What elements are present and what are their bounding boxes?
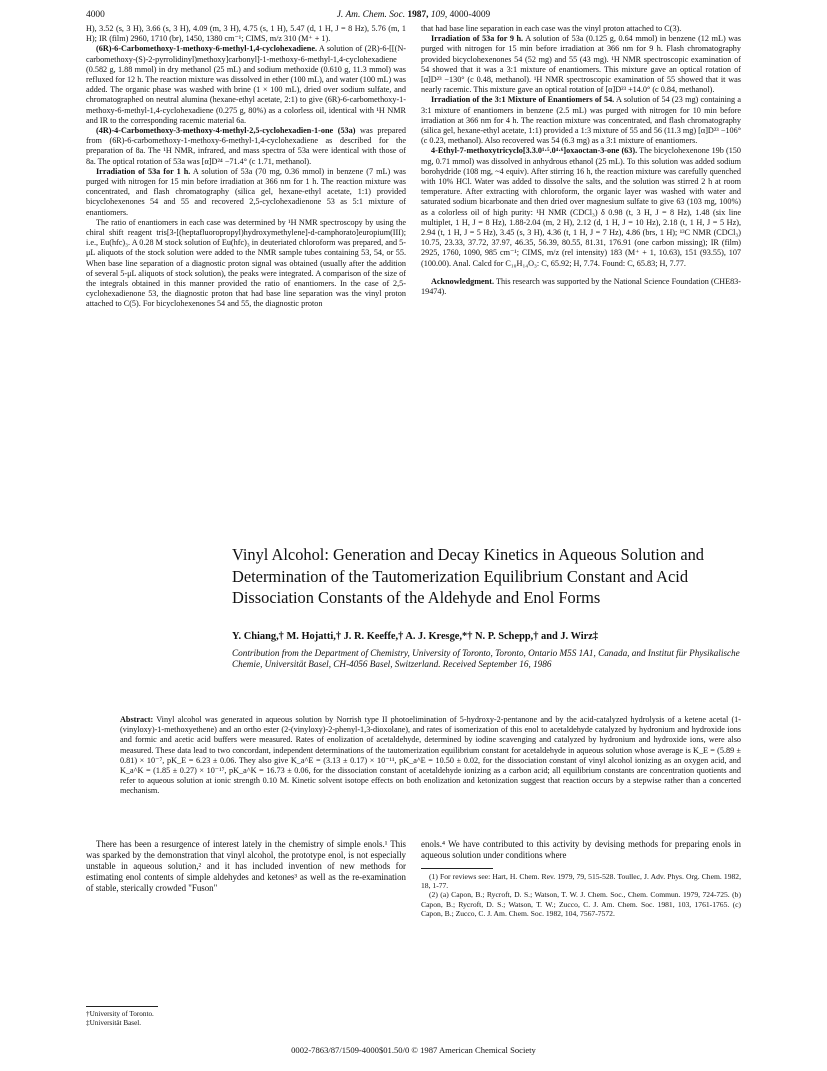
acknowledgment-body: This research was supported by the National Science Foundation (CHE83-19474). xyxy=(421,276,741,297)
footnote: ‡Universität Basel. xyxy=(86,1018,142,1027)
article-title: Vinyl Alcohol: Generation and Decay Kinetics in Aqueous Solution and Determination of the Tautomerization Equilibrium Constant and Acid Dissociation Constants of the Aldehyde and Enol Forms xyxy=(232,545,704,607)
references-rule xyxy=(421,868,493,869)
paragraph-lead: (6R)-6-Carbomethoxy-1-methoxy-6-methyl-1,4-cyclohexadiene. xyxy=(96,44,318,54)
journal-volume: 109, xyxy=(430,10,448,20)
paragraph-body: The bicyclohexenone 19b (150 mg, 0.71 mmol) was dissolved in anhydrous ethanol (25 mL). To this solution was added sodium borohydride (108 mg, ~4 equiv). After stirring 16 h, the reaction mixture was carefully quenched with 10% HCl. Water was added to dissolve the salts, and the solution was stirred 2 h at room temperature. After extracting with chloroform, the organic layer was washed with water and saturated sodium bicarbonate and then dried over magnesium sulfate to give 63 (103 mg, 100%) as a colorless oil of high purity: ¹H NMR (CDCl₃) δ 0.98 (t, 3 H, J = 8 Hz), 1.48 (six line multiplet, 1 H, J = 8 Hz), 1.88-2.04 (m, 2 H), 2.12 (d, 1 H, J = 10 Hz), 2.18 (t, 1 H, J = 5 Hz), 2.94 (t, 1 H, J = 5 Hz), 3.45 (s, 3 H), 4.36 (t, 1 H, J = 7 Hz), 4.86 (brs, 1 H); ¹³C NMR (CDCl₃) 10.75, 23.33, 37.72, 37.97, 46.35, 56.39, 80.55, 81.31, 176.91 (one carbon missing); IR (film) 2925, 1760, 1090, 985 cm⁻¹; CIMS, m/z (rel intensity) 183 (M⁺ + 1, 10.63), 151 (93.55), 107 (100.00). Anal. Calcd for C₁₀H₁₄O₃: C, 65.92; H, 7.74. Found: C, 65.83; H, 7.77. xyxy=(421,146,741,268)
page-number: 4000 xyxy=(86,10,105,20)
paragraph-body: was prepared from (6R)-6-carbomethoxy-1-methoxy-6-methyl-1,4-cyclohexadiene as described for the preparation of 8a. The ¹H NMR, infrared, and mass spectra of 53a were identical with those of 8a. The optical rotation of 53a was [α]D²⁴ −71.4° (c 1.71, methanol). xyxy=(86,126,406,166)
paragraph-body: A solution of 54 (23 mg) containing a 3:1 mixture of enantiomers in benzene (2.5 mL) was purged with nitrogen for 10 min before irradiation at 366 nm for 4 h. The reaction mixture was concentrated, and flash chromatography (silica gel, hexane-ethyl acetate, 1:1) provided a 1:3 mixture of 55 and 56 (11.3 mg) [α]D²³ −106° (c 0.23, methanol). Also recovered was 54 (6.3 mg) as a 3:1 mixture of enantiomers. xyxy=(421,95,741,146)
paragraph: enols.⁴ We have contributed to this activity by devising methods for preparing enols in aqueous solution under conditions where xyxy=(421,839,741,860)
article-affiliation: Contribution from the Department of Chemistry, University of Toronto, Toronto, Ontario M5S 1A1, Canada, and Institut für Physikalische Chemie, Universität Basel, CH-4056 Basel, Switzerland. Received September 16, 1986 xyxy=(232,648,740,670)
abstract-label: Abstract: xyxy=(120,715,154,724)
abstract xyxy=(120,715,741,797)
article-authors: Y. Chiang,† M. Hojatti,† J. R. Keeffe,† A. J. Kresge,*† N. P. Schepp,† and J. Wirz‡ xyxy=(232,631,599,642)
paragraph: The ratio of enantiomers in each case was determined by ¹H NMR spectroscopy by using the chiral shift reagent tris[3-[(heptafluoropropyl)hydroxymethylene]-d-camphorato]europium(III); i.e., Eu(hfc)₃. A 0.28 M stock solution of Eu(hfc)₃ in deuteriated chloroform was prepared, and 5-μL aliquots of the stock solution were added to the NMR sample tubes containing 53, 54, or 55. When base line separation of a diagnostic proton signal was obtained (usually after the addition of several 5-μL aliquots of stock solution), the peaks were integrated. A comparison of the size of the integrals obtained in this manner provided the ratio of enantiomers. In the case of 2,5-cyclohexadienone 53, the diagnostic proton that had base line separation was the vinyl proton attached to C(5). For bicyclohexenones 54 and 55, the diagnostic proton xyxy=(86,217,406,309)
paragraph-lead: Irradiation of 53a for 1 h. xyxy=(96,166,191,176)
acknowledgment xyxy=(421,277,741,297)
reference: (1) For reviews see: Hart, H. Chem. Rev. 1979, 79, 515-528. Toullec, J. Adv. Phys. Org. Chem. 1982, 18, 1-77. xyxy=(421,872,741,891)
paragraph xyxy=(86,44,406,126)
right-column xyxy=(421,24,741,297)
paragraph xyxy=(86,126,406,167)
running-header xyxy=(86,8,741,22)
footnote-rule xyxy=(86,1006,158,1007)
paragraph-body: A solution of (2R)-6-[[(N-carbomethoxy-(S)-2-pyrrolidinyl)methoxy]carbonyl]-1-methoxy-6-methyl-1,4-cyclohexadiene (0.582 g, 1.88 mmol) in dry methanol (25 mL) and sodium methoxide (0.610 g, 11.3 mmol) was refluxed for 12 h. The reaction mixture was dissolved in ether (100 mL), and water (100 mL) was added. The organic phase was washed with brine (1 × 100 mL), dried over sodium sulfate, and chromatographed on neutral alumina (hexane-ethyl acetate, 2:1) to give (6R)-6-carbomethoxy-1-methoxy-6-methyl-1,4-cyclohexadiene (0.275 g, 80%) as a colorless oil, identical with ¹H NMR and IR to the corresponding racemic material 6a. xyxy=(86,44,406,125)
journal-year: 1987, xyxy=(407,10,429,20)
abstract-text: Vinyl alcohol was generated in aqueous solution by Norrish type II photoelimination of 5-hydroxy-2-pentanone and by the acid-catalyzed hydrolysis of a ketene acetal (1-(vinyloxy)-1-methoxyethene) and an ortho ester (2-(vinyloxy)-2-phenyl-1,3-dioxolane), and rates of isomerization of this enol to acetaldehyde catalyzed by hydronium and hydroxide ions and formic and acetic acid buffers were measured. Rates of enolization of acetaldehyde, determined by iodine scavenging and catalyzed by hydronium and hydroxide ions, were also measured. These data lead to two concordant, independent determinations of the tautomerization equilibrium constant for acetaldehyde in aqueous solution whose average is K_E = (5.89 ± 0.81) × 10⁻⁷, pK_E = 6.23 ± 0.06. They also give K_a^E = (3.13 ± 0.17) × 10⁻¹¹, pK_a^E = 10.50 ± 0.02, for the dissociation constant of vinyl alcohol ionizing as an oxygen acid, and K_a^K = (1.85 ± 0.27) × 10⁻¹⁷, pK_a^K = 16.73 ± 0.06, for the dissociation constant of acetaldehyde ionizing as a carbon acid; all equilibrium constants are concentration quotients and refer to aqueous solution at ionic strength 0.10 M. Kinetic solvent isotope effects on both enolization and ketonization suggest that reaction occurs by a stepwise rather than a concerted mechanism. xyxy=(120,715,741,796)
journal-name: J. Am. Chem. Soc. xyxy=(336,10,406,20)
paragraph: that had base line separation in each case was the vinyl proton attached to C(3). xyxy=(421,24,682,33)
acknowledgment-lead: Acknowledgment. xyxy=(431,276,494,286)
introduction-right xyxy=(421,839,741,861)
affiliation-footnotes xyxy=(86,1010,246,1027)
reference: (2) (a) Capon, B.; Rycroft, D. S.; Watson, T. W. J. Chem. Soc., Chem. Commun. 1979, 724-725. (b) Capon, B.; Rycroft, D. S.; Watson, T. W.; Zucco, C. J. Am. Chem. Soc. 1981, 103, 1761-1765. (c) Capon, B.; Zucco, C. J. Am. Chem. Soc. 1982, 104, 7567-7572. xyxy=(421,890,741,918)
paragraph-lead: Irradiation of the 3:1 Mixture of Enantiomers of 54. xyxy=(431,95,615,105)
paragraph-lead: (4R)-4-Carbomethoxy-3-methoxy-4-methyl-2,5-cyclohexadien-1-one (53a) xyxy=(96,126,356,136)
journal-citation xyxy=(86,8,741,22)
paragraph-body: A solution of 53a (0.125 g, 0.64 mmol) in benzene (12 mL) was purged with nitrogen for 15 min before irradiation at 366 nm for 9 h. Flash chromatography provided bicyclohexenones 54 (52 mg) and 55 (43 mg). ¹H NMR spectroscopic examination of 54 showed that it was a 3:1 mixture of enantiomers. This mixture gave an optical rotation of [α]D²³ −130° (c 0.48, methanol). ¹H NMR spectroscopic examination of 55 showed that it was nearly racemic. This mixture gave an optical rotation of [α]D²³ +14.0° (c 0.84, methanol). xyxy=(421,34,741,95)
references xyxy=(421,872,741,918)
introduction-left xyxy=(86,839,406,894)
paragraph xyxy=(421,95,741,146)
paragraph xyxy=(421,34,741,95)
journal-pages: 4000-4009 xyxy=(449,10,491,20)
paragraph xyxy=(421,146,741,268)
paragraph-body: A solution of 53a (70 mg, 0.36 mmol) in benzene (7 mL) was purged with nitrogen for 15 min before irradiation at 366 nm for 1 h. The reaction mixture was concentrated, and flash chromatography (silica gel, hexane-ethyl acetate, 1:1) provided bicyclohexenones 54 and 55 and recovered 2,5-cyclohexadienone 53 as 5:1 mixture of enantiomers. xyxy=(86,166,406,217)
paragraph: There has been a resurgence of interest lately in the chemistry of simple enols.¹ This was sparked by the demonstration that vinyl alcohol, the prototype enol, is not especially unstable in aqueous solution,² and it has included invention of new methods for estimating enol contents of simple aldehydes and ketones³ as well as the re-examination of stable, sterically crowded "Fuson" xyxy=(86,839,406,893)
paragraph-lead: Irradiation of 53a for 9 h. xyxy=(431,34,524,44)
footnote: †University of Toronto. xyxy=(86,1010,154,1018)
left-column xyxy=(86,24,406,310)
paragraph-lead: 4-Ethyl-7-methoxytricyclo[3.3.0¹·⁵.0⁴·⁶]oxaoctan-3-one (63). xyxy=(431,146,638,156)
paragraph xyxy=(86,167,406,218)
paragraph: H), 3.52 (s, 3 H), 3.66 (s, 3 H), 4.09 (m, 3 H), 4.75 (s, 1 H), 5.47 (d, 1 H, J = 8 Hz), 5.76 (m, 1 H); IR (film) 2960, 1710 (br), 1450, 1380 cm⁻¹; CIMS, m/z 310 (M⁺ + 1). xyxy=(86,24,406,44)
page-footer: 0002-7863/87/1509-4000$01.50/0 © 1987 American Chemical Society xyxy=(291,1045,536,1055)
